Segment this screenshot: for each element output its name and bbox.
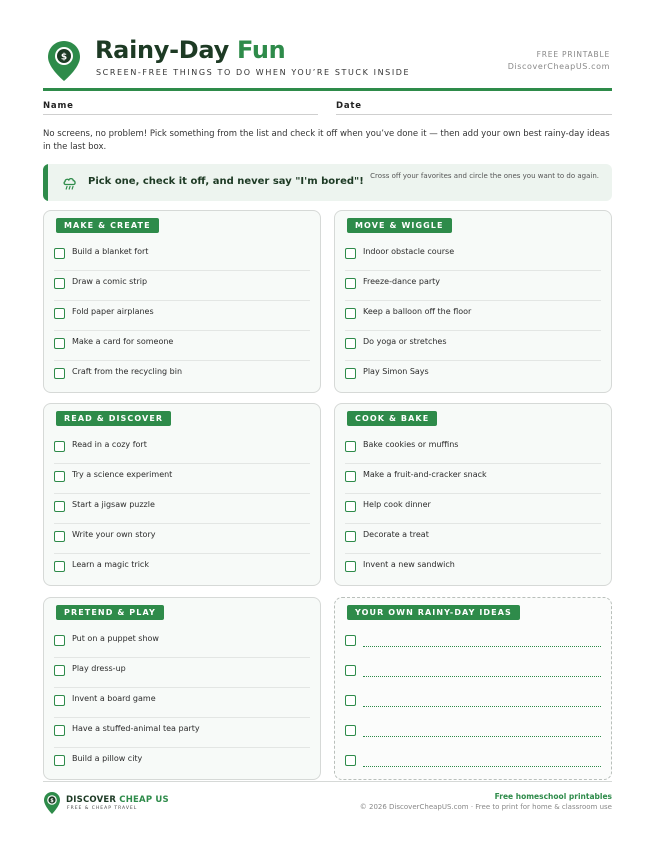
checklist-item-label: Learn a magic trick xyxy=(72,560,149,569)
site-url: DiscoverCheapUS.com xyxy=(507,62,610,71)
checklist-item xyxy=(345,434,601,464)
checklist-item xyxy=(345,331,601,361)
checklist-item-label: Draw a comic strip xyxy=(72,277,148,286)
checkbox[interactable] xyxy=(54,338,65,349)
checkbox[interactable] xyxy=(345,695,356,706)
name-field[interactable] xyxy=(43,114,318,115)
checkbox[interactable] xyxy=(345,278,356,289)
footer-brand-accent: CHEAP US xyxy=(119,795,169,805)
checkbox[interactable] xyxy=(54,308,65,319)
checkbox[interactable] xyxy=(54,278,65,289)
checkbox[interactable] xyxy=(345,338,356,349)
checklist-item-label: Play dress-up xyxy=(72,664,126,673)
checkbox[interactable] xyxy=(345,308,356,319)
blank-idea-row xyxy=(345,718,601,748)
activity-card xyxy=(334,403,612,586)
title-main: Rainy-Day xyxy=(95,36,229,64)
checklist-item xyxy=(54,524,310,554)
checklist-item xyxy=(54,301,310,331)
checkbox[interactable] xyxy=(345,368,356,379)
checklist-item xyxy=(54,658,310,688)
checkbox[interactable] xyxy=(54,248,65,259)
checkbox[interactable] xyxy=(345,441,356,452)
checklist-item-label: Have a stuffed-animal tea party xyxy=(72,724,200,733)
tip-banner xyxy=(43,164,612,201)
checkbox[interactable] xyxy=(54,665,65,676)
checklist-item-label: Freeze-dance party xyxy=(363,277,441,286)
footer-divider xyxy=(43,781,612,782)
rain-cloud-icon xyxy=(62,175,78,191)
checklist-item-label: Bake cookies or muffins xyxy=(363,440,459,449)
checklist-item-label: Build a pillow city xyxy=(72,754,143,763)
checklist-item-label: Decorate a treat xyxy=(363,530,429,539)
checklist-item xyxy=(54,554,310,584)
write-in-line[interactable] xyxy=(363,706,601,707)
footer-right-title: Free homeschool printables xyxy=(494,792,612,801)
checkbox[interactable] xyxy=(54,695,65,706)
footer-copyright: © 2026 DiscoverCheapUS.com · Free to print for home & classroom use xyxy=(359,803,612,811)
page-title xyxy=(95,36,285,64)
checklist-item-label: Make a card for someone xyxy=(72,337,174,346)
activity-card xyxy=(334,210,612,393)
card-title: READ & DISCOVER xyxy=(56,411,171,426)
checklist-item xyxy=(54,688,310,718)
header-divider xyxy=(43,88,612,91)
checklist-item xyxy=(54,331,310,361)
checklist-item xyxy=(54,361,310,391)
checklist-item-label: Make a fruit-and-cracker snack xyxy=(363,470,487,479)
write-in-line[interactable] xyxy=(363,766,601,767)
blank-idea-row xyxy=(345,628,601,658)
dollar-map-pin-icon xyxy=(47,40,81,82)
checklist-item-label: Play Simon Says xyxy=(363,367,429,376)
write-in-line[interactable] xyxy=(363,676,601,677)
checklist-item-label: Try a science experiment xyxy=(72,470,173,479)
name-label: Name xyxy=(43,101,74,111)
svg-text:$: $ xyxy=(50,798,54,804)
checkbox[interactable] xyxy=(345,561,356,572)
checklist-item-label: Indoor obstacle course xyxy=(363,247,455,256)
checkbox[interactable] xyxy=(345,635,356,646)
checkbox[interactable] xyxy=(345,501,356,512)
intro-text: No screens, no problem! Pick something from the list and check it off when you’ve done it — then add your own best rainy-day ideas in the last box. xyxy=(43,129,610,152)
checklist-item xyxy=(54,464,310,494)
checklist-item xyxy=(54,271,310,301)
checkbox[interactable] xyxy=(54,635,65,646)
checkbox[interactable] xyxy=(345,665,356,676)
card-title: YOUR OWN RAINY-DAY IDEAS xyxy=(347,605,520,620)
blank-idea-row xyxy=(345,658,601,688)
checklist-item xyxy=(345,361,601,391)
activity-card xyxy=(43,210,321,393)
banner-title: Pick one, check it off, and never say "I'm bored"! xyxy=(88,176,364,187)
checklist-item-label: Fold paper airplanes xyxy=(72,307,154,316)
checklist-item xyxy=(54,748,310,778)
checkbox[interactable] xyxy=(345,248,356,259)
banner-note: Cross off your favorites and circle the ones you want to do again. xyxy=(370,172,599,180)
checklist-item-label: Do yoga or stretches xyxy=(363,337,447,346)
blank-idea-row xyxy=(345,688,601,718)
write-in-line[interactable] xyxy=(363,646,601,647)
checklist-item-label: Invent a new sandwich xyxy=(363,560,455,569)
svg-text:$: $ xyxy=(60,52,68,63)
checklist-item xyxy=(345,524,601,554)
own-ideas-card xyxy=(334,597,612,780)
page-subtitle: SCREEN-FREE THINGS TO DO WHEN YOU’RE STUCK INSIDE xyxy=(96,68,411,77)
blank-idea-row xyxy=(345,748,601,778)
free-printable-label: FREE PRINTABLE xyxy=(536,50,610,59)
checklist-item xyxy=(345,554,601,584)
title-accent: Fun xyxy=(236,36,286,64)
checklist-item xyxy=(54,494,310,524)
footer-tagline: FREE & CHEAP TRAVEL xyxy=(67,806,138,811)
checklist-item xyxy=(345,494,601,524)
checklist-item xyxy=(345,271,601,301)
checklist-item xyxy=(54,434,310,464)
card-title: COOK & BAKE xyxy=(347,411,437,426)
checkbox[interactable] xyxy=(345,531,356,542)
checklist-item-label: Invent a board game xyxy=(72,694,156,703)
checkbox[interactable] xyxy=(54,725,65,736)
footer-brand-main: DISCOVER xyxy=(66,795,117,805)
checklist-item-label: Start a jigsaw puzzle xyxy=(72,500,155,509)
checklist-item xyxy=(345,241,601,271)
checkbox[interactable] xyxy=(345,755,356,766)
checklist-item xyxy=(345,301,601,331)
banner-accent-bar xyxy=(43,164,48,201)
checklist-item-label: Help cook dinner xyxy=(363,500,431,509)
checklist-item xyxy=(54,241,310,271)
checklist-item-label: Craft from the recycling bin xyxy=(72,367,183,376)
date-field[interactable] xyxy=(336,114,612,115)
checklist-item xyxy=(345,464,601,494)
checklist-item-label: Read in a cozy fort xyxy=(72,440,147,449)
checklist-item-label: Keep a balloon off the floor xyxy=(363,307,472,316)
checkbox[interactable] xyxy=(345,471,356,482)
checkbox[interactable] xyxy=(345,725,356,736)
checklist-item-label: Write your own story xyxy=(72,530,156,539)
checklist-item-label: Put on a puppet show xyxy=(72,634,159,643)
checkbox[interactable] xyxy=(54,368,65,379)
card-title: PRETEND & PLAY xyxy=(56,605,164,620)
activity-card xyxy=(43,597,321,780)
checklist-item xyxy=(54,628,310,658)
checkbox[interactable] xyxy=(54,755,65,766)
write-in-line[interactable] xyxy=(363,736,601,737)
checklist-item xyxy=(54,718,310,748)
activity-card xyxy=(43,403,321,586)
checkbox[interactable] xyxy=(54,441,65,452)
card-title: MOVE & WIGGLE xyxy=(347,218,452,233)
checkbox[interactable] xyxy=(54,501,65,512)
footer-brand xyxy=(66,795,169,805)
checklist-item-label: Build a blanket fort xyxy=(72,247,149,256)
header-meta xyxy=(508,49,610,73)
footer-info xyxy=(360,791,612,813)
checkbox[interactable] xyxy=(54,561,65,572)
checkbox[interactable] xyxy=(54,471,65,482)
dollar-map-pin-icon xyxy=(43,791,61,815)
date-label: Date xyxy=(336,101,362,111)
card-title: MAKE & CREATE xyxy=(56,218,159,233)
checkbox[interactable] xyxy=(54,531,65,542)
